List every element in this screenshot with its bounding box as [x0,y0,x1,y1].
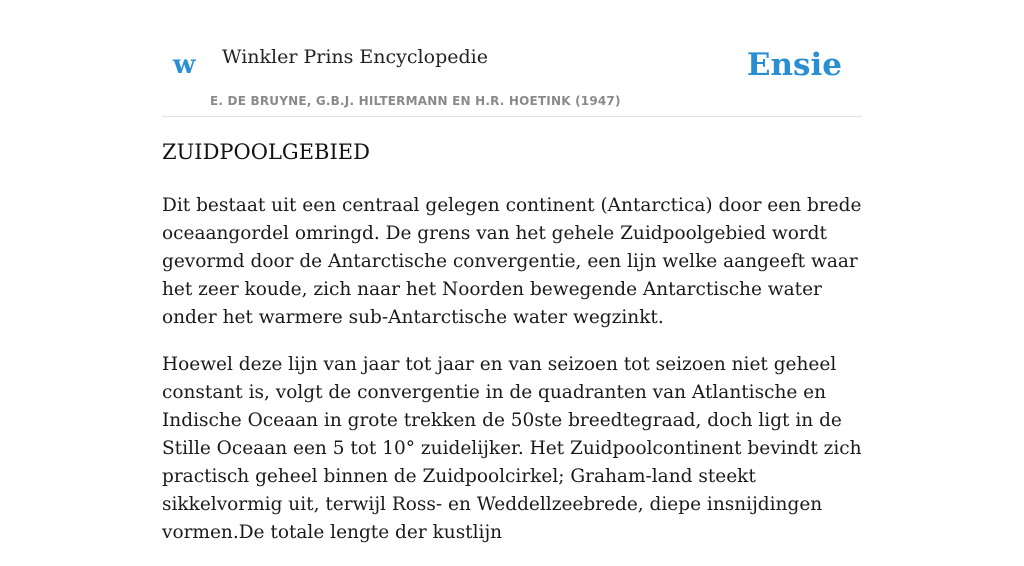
article-paragraph-1: Dit bestaat uit een centraal gelegen continent (Antarctica) door een brede oceaangordel omringd. De grens van het gehele Zuidpoolgebied wordt gevormd door de Antarctische convergentie, een lijn welke aangeeft waar het zeer koude, zich naar het Noorden bewegende Antarctische water onder het warmere sub-Antarctische water wegzinkt. [162,195,862,328]
site-header [162,0,862,117]
article-paragraph-2: Hoewel deze lijn van jaar tot jaar en van seizoen tot seizoen niet geheel constant is, volgt de convergentie in de quadranten van Atlantische en Indische Oceaan in grote trekken de 50ste breedtegraad, doch ligt in de Stille Oceaan een 5 tot 10° zuidelijker. Het Zuidpoolcontinent bevindt zich practisch geheel binnen de Zuidpoolcirkel; Graham-land steekt sikkelvormig uit, terwijl Ross- en Weddellzeebrede, diepe insnijdingen vormen.De totale lengte der kustlijn [162,354,862,543]
authors-line: E. DE BRUYNE, G.B.J. HILTERMANN EN H.R. HOETINK (1947) [210,94,621,108]
article-body [162,192,862,566]
winkler-prins-logo[interactable]: w [173,50,196,80]
site-title[interactable]: Winkler Prins Encyclopedie [222,46,488,68]
article-title: ZUIDPOOLGEBIED [162,140,370,164]
ensie-logo[interactable]: Ensie [746,47,842,83]
